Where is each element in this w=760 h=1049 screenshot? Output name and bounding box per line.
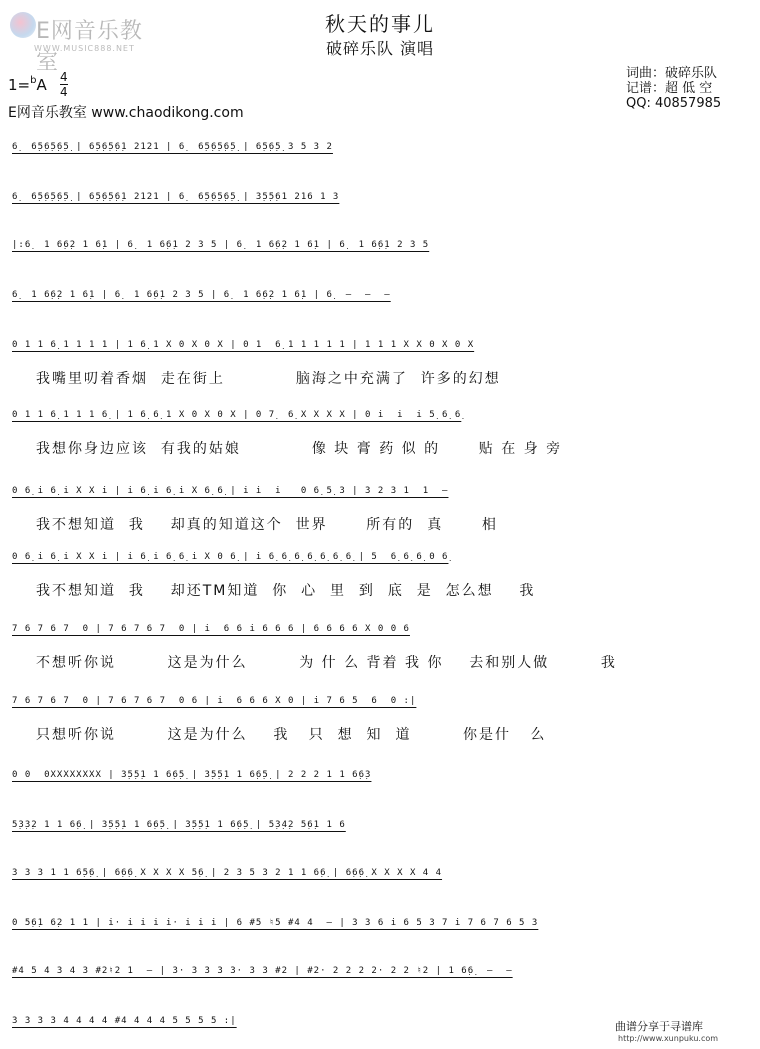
staff-line — [12, 290, 752, 318]
credits-block — [626, 66, 721, 111]
staff-notes: 0 5̣6̣1 6̣2 1 1 | i· i i i i· i i i | 6 #5 ♮5 #4 4 — | 3 3 6 i 6 5 3 7 i 7 6 7 6 5 3 — [12, 918, 539, 928]
staff-line — [12, 624, 752, 652]
staff-notes: 0 6̣ i 6̣ i X X i | i 6̣ i 6̣ i X 6̣ 6̣ | i i i 0 6̣ 5̣ 3 | 3 2 3 1 1 — — [12, 486, 449, 496]
staff-line — [12, 966, 752, 994]
staff-line — [12, 770, 752, 798]
lyric-line: 我不想知道 我 却真的知道这个 世界 所有的 真 相 — [36, 517, 498, 533]
staff-notes: 7 6 7 6 7 0 | 7 6 7 6 7 0 | i 6 6 i 6 6 6 | 6 6 6 6 X 0 0 6 — [12, 624, 410, 634]
staff-notes: 5̣3̣3̣2 1 1 6̣6̣ | 3̣5̣5̣1 1 6̣6̣5̣ | 3̣5̣5̣1 1 6̣6̣5̣ | 5̣3̣4̣2 5̣6̣1 1 6 — [12, 820, 346, 830]
credit-qq: QQ: 40857985 — [626, 96, 722, 111]
footer-text: 曲谱分享于寻谱库 — [615, 1020, 703, 1033]
staff-line — [12, 486, 752, 514]
staff-notes: 7 6 7 6 7 0 | 7 6 7 6 7 0 6 | i 6 6 6 X 0 | i 7 6 5 6 0 :| — [12, 696, 417, 706]
staff-line — [12, 340, 752, 368]
staff-line — [12, 696, 752, 724]
staff-notes: 6̣ 6̣5̣6̣5̣6̣5̣ | 6̣5̣6̣5̣6̣1 2121 | 6̣ 6̣5̣6̣5̣6̣5̣ | 3̣5̣5̣61 216 1 3 — [12, 192, 340, 202]
staff-notes: |:6̣ 1 6̣6̣2 1 6̣1 | 6̣ 1 6̣6̣1 2 3 5 | 6̣ 1 6̣6̣2 1 6̣1 | 6̣ 1 6̣6̣1 2 3 5 — [12, 240, 430, 250]
time-signature — [60, 70, 68, 99]
footer-url[interactable]: http://www.xunpuku.com — [618, 1034, 719, 1043]
staff-line — [12, 820, 752, 848]
lyric-line: 我不想知道 我 却还TM知道 你 心 里 到 底 是 怎么想 我 — [36, 583, 536, 599]
staff-line — [12, 192, 752, 220]
key-prefix: 1= — [8, 76, 31, 94]
staff-line — [12, 142, 752, 170]
staff-line — [12, 552, 752, 580]
lyric-line: 我想你身边应该 有我的姑娘 像 块 膏 药 似 的 贴 在 身 旁 — [36, 441, 563, 457]
staff-notes: 0 0 0XXXXXXXX | 3̣5̣5̣1 1 6̣6̣5̣ | 3̣5̣5̣1 1 6̣6̣5̣ | 2 2 2 1 1 6̣6̣3 — [12, 770, 372, 780]
credit-lyrics: 词曲：破碎乐队 — [626, 66, 718, 81]
staff-notes: 3 3 3 1 1 6̣5̣6̣ | 6̣6̣6̣ X X X X 5̣6̣ | 2 3 5 3 2 1 1 6̣6̣ | 6̣6̣6̣ X X X X 4 4 — [12, 868, 443, 878]
staff-notes: 0 1 1 6̣ 1 1 1 6̣ | 1 6̣ 6̣ 1 X 0 X 0 X | 0 7̣ 6̣ X X X X | 0 i i i 5̣ 6̣ 6̣ — [12, 410, 462, 420]
staff-line — [12, 868, 752, 896]
staff-notes: #4 5 4 3 4 3 #2♮2 1 — | 3· 3 3 3 3· 3 3 #2 | #2· 2 2 2 2· 2 2 ♮2 | 1 6̣6̣ — — — [12, 966, 513, 976]
credit-notation: 记谱：超 低 空 — [626, 81, 713, 96]
staff-notes: 6̣ 1 6̣6̣2 1 6̣1 | 6̣ 1 6̣6̣1 2 3 5 | 6̣ 1 6̣6̣2 1 6̣1 | 6̣ — — — — [12, 290, 391, 300]
staff-notes: 0 6̣ i 6̣ i X X i | i 6̣ i 6̣ 6̣ i X 0 6̣ | i 6̣ 6̣ 6̣ 6̣ 6̣ 6̣ 6̣ | 5 6̣ 6̣ 6̣ 0 6̣ — [12, 552, 449, 562]
lyric-line: 不想听你说 这是为什么 为 什 么 背着 我 你 去和别人做 我 — [36, 655, 617, 671]
staff-notes: 3 3 3 3 4 4 4 4 #4 4 4 4 5 5 5 5 :| — [12, 1016, 237, 1026]
key-signature — [8, 76, 47, 94]
site-credit: E网音乐教室 www.chaodikong.com — [8, 105, 244, 121]
song-title: 秋天的事儿 — [325, 12, 435, 36]
song-subtitle: 破碎乐队 演唱 — [325, 39, 435, 58]
logo-text: E网音乐教室 — [36, 19, 143, 75]
key-note: A — [36, 76, 47, 94]
lyric-line: 只想听你说 这是为什么 我 只 想 知 道 你是什 么 — [36, 727, 547, 743]
time-top: 4 — [60, 70, 68, 84]
staff-notes: 6̣ 6̣5̣6̣5̣6̣5̣ | 6̣5̣6̣5̣6̣1 2121 | 6̣ 6̣5̣6̣5̣6̣5̣ | 6̣5̣6̣5̣ 3 5 3 2 — [12, 142, 333, 152]
staff-notes: 0 1 1 6̣ 1 1 1 1 | 1 6̣ 1 X 0 X 0 X | 0 1 6̣ 1 1 1 1 1 | 1 1 1 X X 0 X 0 X — [12, 340, 475, 350]
logo-url: WWW.MUSIC888.NET — [34, 44, 135, 53]
staff-line — [12, 240, 752, 268]
lyric-line: 我嘴里叨着香烟 走在街上 脑海之中充满了 许多的幻想 — [36, 371, 501, 387]
time-bottom: 4 — [60, 85, 68, 99]
staff-line — [12, 410, 752, 438]
flat-sign: b — [30, 75, 37, 86]
staff-line — [12, 918, 752, 946]
